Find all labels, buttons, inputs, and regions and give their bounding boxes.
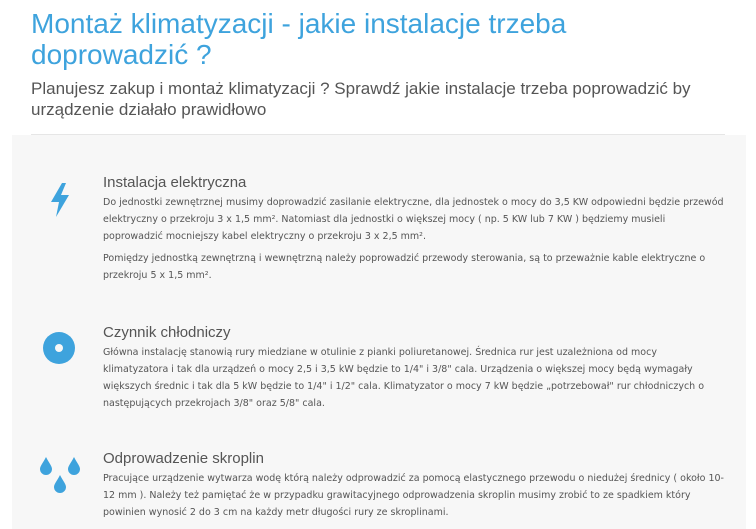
section-title-refrigerant: Czynnik chłodniczy — [103, 324, 231, 341]
page-subtitle: Planujesz zakup i montaż klimatyzacji ? Sprawdź jakie instalacje trzeba poprowadzić by urządzenie działało prawidłowo — [31, 79, 691, 119]
lightning-bolt-icon — [49, 183, 71, 217]
page-title: Montaż klimatyzacji - jakie instalacje trzeba doprowadzić ? — [31, 8, 567, 70]
section-title-condensate: Odprowadzenie skroplin — [103, 450, 264, 467]
section-text-refrigerant: Główna instalację stanowią rury miedziane w otulinie z pianki poliuretanowej. Średnica rur jest uzależniona od mocy klimatyzatora i tak dla urządzeń o mocy 2,5 i 3,5 kW będzie to 1/4" i 3/8" cala. Urządzenia o większej mocy będą wymagały większych średnic i tak dla 5 kW będzie to 1/4" i 1/2" cala. Klimatyzator o mocy 7 kW będzie „potrzebował" rur chłodniczych o następujących przekrojach 3/8" oraz 5/8" cala. — [103, 347, 705, 409]
section-text-condensate: Pracujące urządzenie wytwarza wodę którą należy odprowadzić za pomocą elastycznego przewodu o niedużej średnicy ( około 10-12 mm ). Należy też pamiętać że w przypadku grawitacyjnego odprowadzenia skroplin musimy zrobić to ze spadkiem który powinien wynosić 2 do 3 cm na każdy metr długości rury ze skroplinami. — [103, 473, 724, 518]
water-drops-icon — [38, 455, 82, 495]
section-text-electrical-2: Pomiędzy jednostką zewnętrzną i wewnętrzną należy poprowadzić przewody sterowania, są to przeważnie kable elektryczne o przekroju 5 x 1,5 mm². — [103, 253, 706, 281]
section-text-electrical-1: Do jednostki zewnętrznej musimy doprowadzić zasilanie elektryczne, dla jednostek o mocy do 3,5 KW odpowiedni będzie przewód elektryczny o przekroju 3 x 1,5 mm². Natomiast dla jednostki o większej mocy ( np. 5 KW lub 7 KW ) będziemy musieli poprowadzić mocniejszy kabel elektryczny o przekroju 3 x 2,5 mm². — [103, 197, 724, 242]
circle-refrigerant-icon — [43, 332, 75, 364]
section-title-electrical: Instalacja elektryczna — [103, 174, 247, 191]
